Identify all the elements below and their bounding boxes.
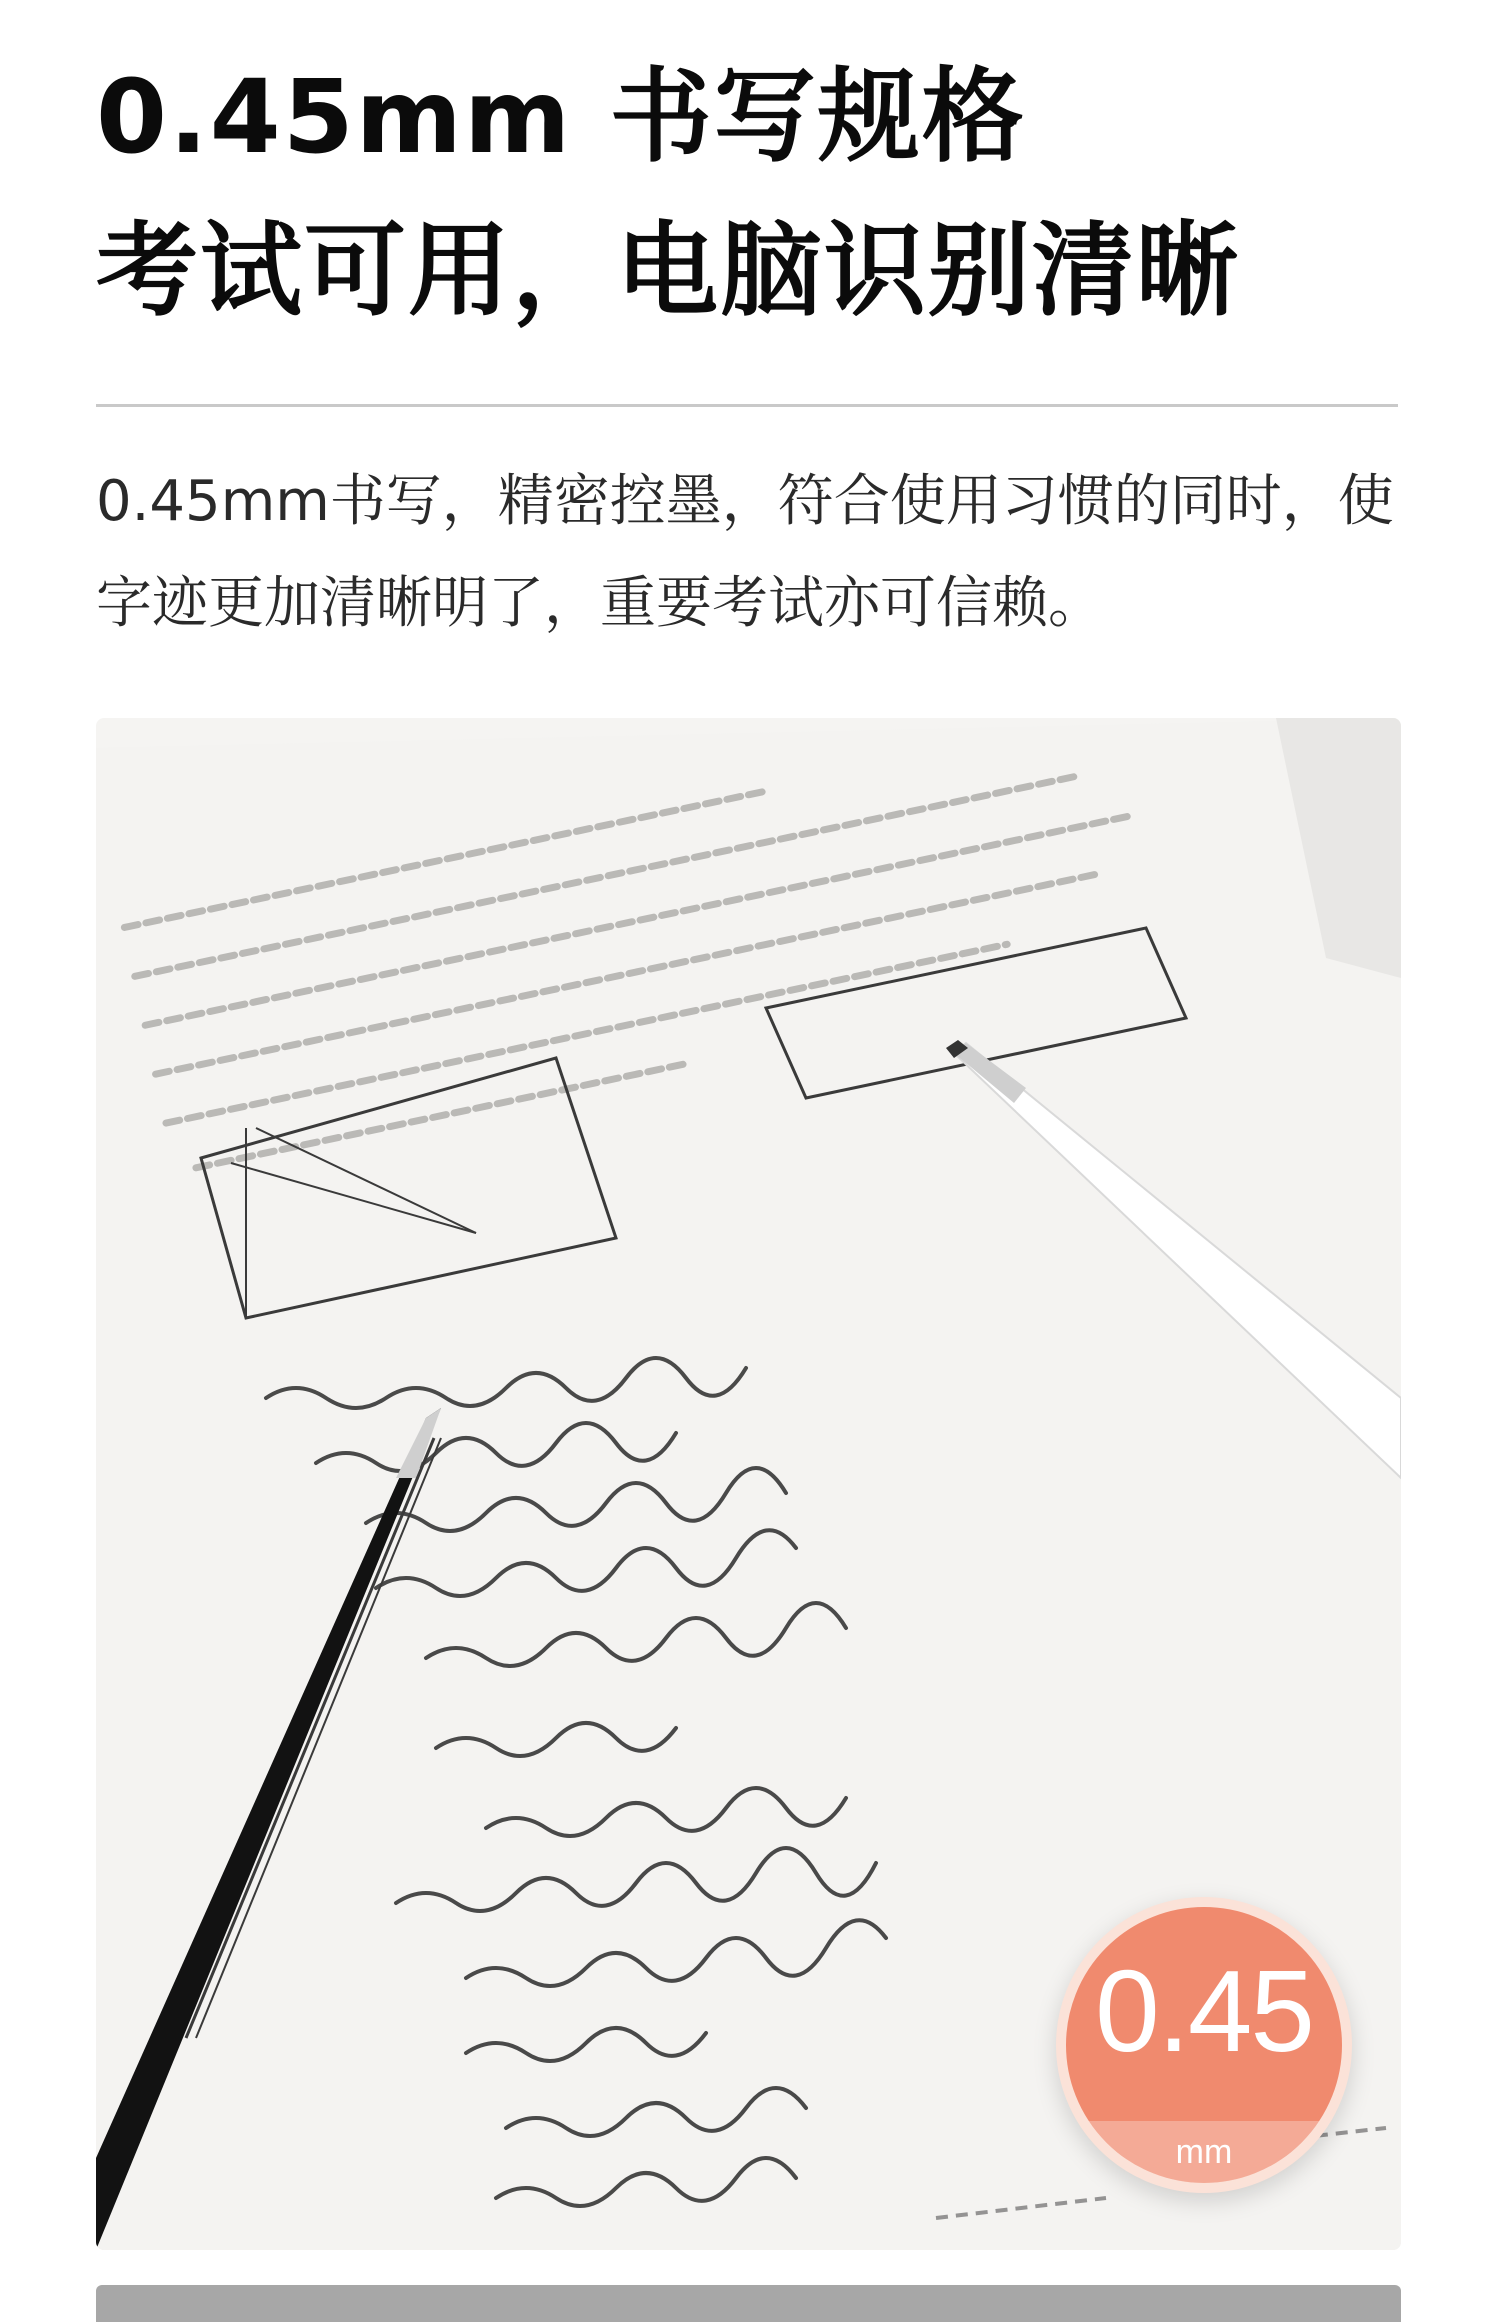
badge-unit: mm [1066, 2121, 1342, 2183]
headline-line-1: 0.45mm 书写规格 [96, 58, 1026, 177]
divider [96, 404, 1398, 407]
tip-size-badge [1056, 1897, 1352, 2193]
badge-value: 0.45 [1095, 1946, 1313, 2076]
description-line-1: 0.45mm书写，精密控墨，符合使用习惯的同时，使 [96, 469, 1394, 534]
next-section-bar [96, 2285, 1401, 2322]
headline-line-2: 考试可用，电脑识别清晰 [96, 212, 1240, 331]
description-line-2: 字迹更加清晰明了，重要考试亦可信赖。 [96, 571, 1104, 636]
